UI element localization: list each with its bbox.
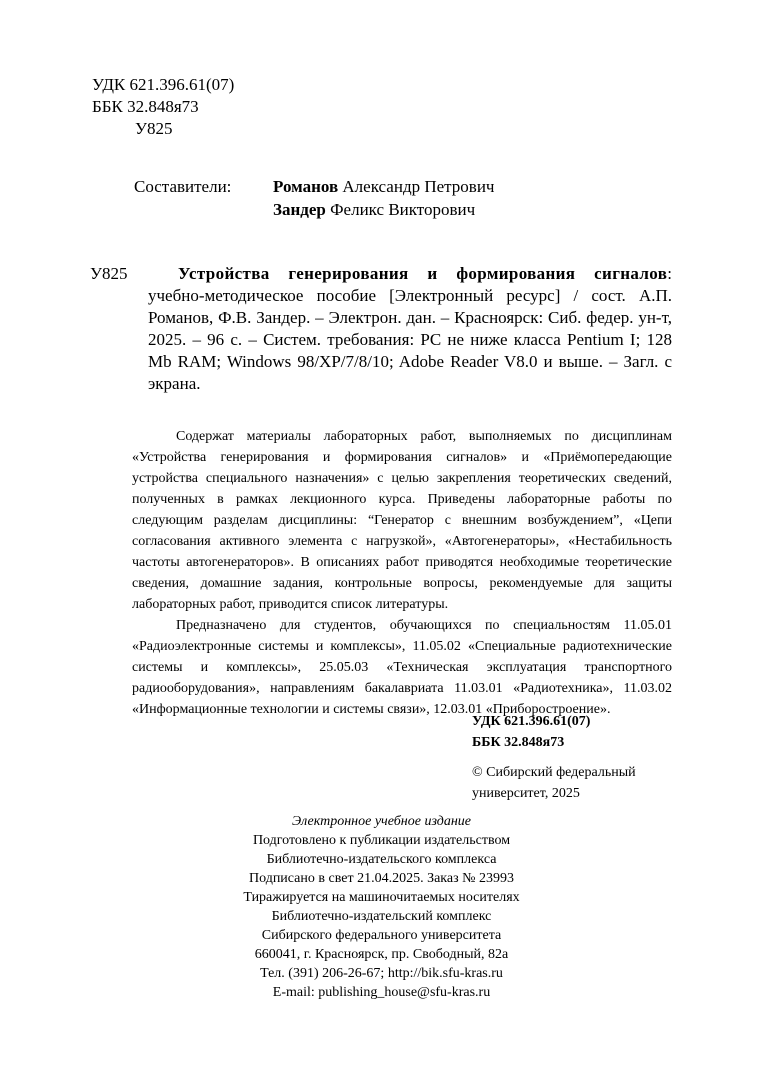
udk-code: УДК 621.396.61(07) [92, 75, 235, 94]
imprint-line: Тел. (391) 206-26-67; http://bik.sfu-kras.ru [260, 966, 503, 981]
compiler-given-names: Феликс Викторович [325, 200, 476, 219]
book-title: Устройства генерирования и формирования сигналов [178, 264, 668, 283]
compiler-surname: Зандер [273, 200, 326, 219]
bbk-code: ББК 32.848я73 [92, 97, 199, 116]
imprint-line: Подготовлено к публикации издательством [252, 833, 511, 848]
imprint-block [0, 812, 763, 1002]
classification-codes [472, 711, 590, 753]
copyright-notice [472, 762, 672, 804]
imprint-line: 660041, г. Красноярск, пр. Свободный, 82а [254, 947, 509, 962]
copyright-line: университет, 2025 [472, 786, 580, 801]
imprint-line: Библиотечно-издательского комплекса [266, 852, 497, 867]
bibliographic-entry [148, 263, 672, 395]
annotation-paragraph: Предназначено для студентов, обучающихся по специальностям 11.05.01 «Радиоэлектронные системы и комплексы», 11.05.02 «Специальные радиотехнические системы и комплексы», 25.05.03 «Техническая эксплуатация транспортного радиооборудования», направлениям бакалавриата 11.03.01 «Радиотехника», 11.03.02 «Информационные технологии и системы связи», 12.03.01 «Приборостроение». [132, 618, 672, 717]
udk-code-bottom: УДК 621.396.61(07) [472, 714, 591, 729]
imprint-line: Тиражируется на машиночитаемых носителях [243, 890, 520, 905]
annotation-paragraph: Содержат материалы лабораторных работ, выполняемых по дисциплинам «Устройства генерирования и формирования сигналов» и «Приёмопередающие устройства специального назначения» с целью закрепления теоретических сведений, полученных в рамках лекционного курса. Приведены лабораторные работы по следующим разделам дисциплины: “Генератор с внешним возбуждением”, «Цепи согласования активного элемента с нагрузкой», «Автогенераторы», «Нестабильность частоты автогенераторов». В описаниях работ приводятся необходимые теоретические сведения, домашние задания, контрольные вопросы, рекомендуемые для защиты лабораторных работ, приводится список литературы. [132, 429, 672, 612]
compiler-entry [273, 176, 653, 199]
imprint-line: E-mail: publishing_house@sfu-kras.ru [272, 985, 491, 1000]
compilers-list [273, 176, 653, 222]
compilers-label: Составители: [134, 177, 232, 196]
compiler-given-names: Александр Петрович [338, 177, 495, 196]
imprint-line: Библиотечно-издательский комплекс [271, 909, 492, 924]
bibliographic-description: : учебно-методическое пособие [Электронный ресурс] / сост. А.П. Романов, Ф.В. Зандер. – Электрон. дан. – Красноярск: Сиб. федер. ун-т, 2025. – 96 с. – Систем. требования: PC не ниже класса Pentium I; 128 Mb RAM; Windows 98/XP/7/8/10; Adobe Reader V8.0 и выше. – Загл. с экрана. [148, 264, 672, 393]
compiler-surname: Романов [273, 177, 339, 196]
imprint-line: Сибирского федерального университета [261, 928, 502, 943]
copyright-line: © Сибирский федеральный [472, 765, 636, 780]
catalog-code: У825 [90, 264, 128, 283]
imprint-line: Подписано в свет 21.04.2025. Заказ № 23993 [248, 871, 514, 886]
edition-type: Электронное учебное издание [292, 814, 471, 829]
annotation [132, 426, 672, 720]
author-mark: У825 [135, 119, 173, 138]
bbk-code-bottom: ББК 32.848я73 [472, 735, 565, 750]
compiler-entry [273, 199, 653, 222]
udk-header-block [92, 74, 234, 140]
